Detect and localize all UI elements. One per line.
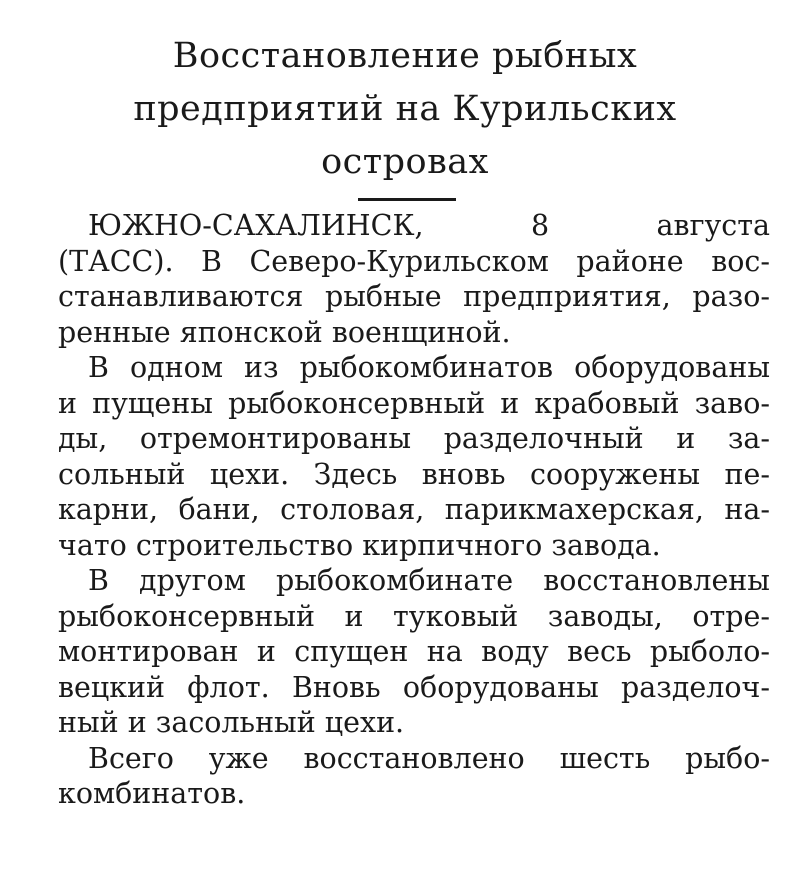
text-line: (ТАСС). В Северо-Курильском районе вос- — [58, 244, 770, 278]
title-line: Восстановление рыбных — [172, 36, 638, 76]
text-line: чато строительство кирпичного завода. — [58, 528, 661, 562]
text-line: ный и засольный цехи. — [58, 706, 405, 739]
text-line: В одном из рыбокомбинатов оборудованы — [88, 351, 770, 384]
text-line: ренные японской военщиной. — [58, 315, 511, 349]
text-line: карни, бани, столовая, парикмахерская, на- — [58, 493, 770, 526]
text-line: и пущены рыбоконсервный и крабовый заво- — [58, 386, 770, 420]
paragraph — [58, 350, 770, 563]
title-line: предприятий на Курильских — [133, 89, 677, 129]
text-line: рыбоконсервный и туковый заводы, отре- — [58, 599, 770, 633]
text-line: вецкий флот. Вновь оборудованы разделоч- — [58, 670, 770, 704]
text-line: Всего уже восстановлено шесть рыбо- — [88, 741, 770, 775]
title-divider — [358, 198, 456, 201]
text-line: В другом рыбокомбинате восстановлены — [88, 564, 770, 597]
text-line: комбинатов. — [58, 777, 246, 810]
text-line: станавливаются рыбные предприятия, разо- — [58, 280, 770, 313]
text-line: ЮЖНО-САХАЛИНСК, 8 августа — [88, 209, 770, 242]
paragraph — [58, 563, 770, 741]
paragraph-dateline — [58, 208, 770, 350]
article-body — [58, 208, 770, 812]
text-line: монтирован и спущен на воду весь рыболо- — [58, 635, 770, 668]
text-line: сольный цехи. Здесь вновь сооружены пе- — [58, 457, 770, 491]
title-line: островах — [321, 142, 489, 182]
text-line: ды, отремонтированы разделочный и за- — [58, 422, 770, 455]
article-title — [100, 30, 710, 189]
paragraph — [58, 741, 770, 812]
